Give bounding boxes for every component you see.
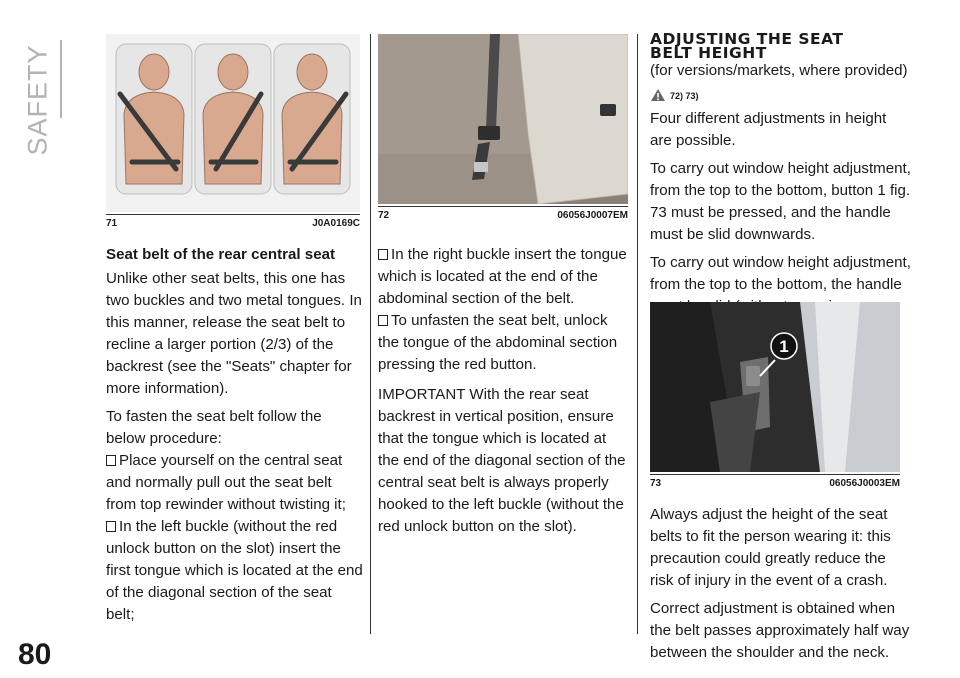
important-note: IMPORTANT With the rear seat backrest in vertical position, ensure that the tongue which is located at the end of the diagonal section of the central seat belt is always properly hooked to the left buckle (without the red unlock button on the slot). — [378, 386, 626, 535]
paragraph: Unlike other seat belts, this one has two buckles and two metal tongues. In this manner, release the seat belt to recline a larger portion (2/3) of the backrest (see the "Seats" chapter for more information). — [106, 270, 362, 397]
section-label-text: SAFETY — [22, 44, 53, 156]
column-3-text-bottom — [650, 504, 912, 670]
warning-reference — [650, 88, 699, 106]
seated-occupants-illustration — [106, 34, 360, 212]
figure-72-caption — [378, 206, 628, 224]
bullet-text: To unfasten the seat belt, unlock the tongue of the abdominal section pressing the red button. — [378, 312, 618, 373]
callout-number: 1 — [779, 337, 789, 356]
figure-72-image — [378, 34, 628, 204]
bullet-text: In the left buckle (without the red unlock button on the slot) insert the first tongue which is located at the end of the diagonal section of the seat belt; — [106, 518, 363, 623]
column-divider-1 — [370, 34, 371, 634]
column-divider-2 — [637, 34, 638, 634]
heading-line: ADJUSTING THE SEAT — [650, 30, 844, 48]
subheading-text: (for versions/markets, where provided) — [650, 62, 908, 79]
paragraph: To carry out window height adjustment, from the top to the bottom, button 1 fig. 73 must be pressed, and the handle must be slid downwards. — [650, 160, 911, 243]
column-1-text — [106, 244, 364, 626]
section-label — [8, 40, 68, 160]
belt-height-adjuster-photo — [650, 302, 900, 472]
bullet-square-icon — [106, 455, 116, 466]
figure-72 — [378, 34, 628, 229]
figure-code: 06056J0003EM — [829, 478, 900, 489]
section-label-rule — [60, 40, 62, 118]
seat-belt-buckle-photo — [378, 34, 628, 204]
figure-code: J0A0169C — [312, 218, 360, 229]
section-heading-adjust — [650, 32, 843, 60]
bullet-text: Place yourself on the central seat and normally pull out the seat belt from top rewinder without twisting it; — [106, 452, 346, 513]
figure-73-caption — [650, 474, 900, 492]
warning-refs: 72) 73) — [670, 91, 699, 101]
bullet-item — [106, 516, 364, 626]
figure-code: 06056J0007EM — [557, 210, 628, 221]
figure-71 — [106, 34, 360, 229]
paragraph: To fasten the seat belt follow the below procedure: — [106, 408, 322, 447]
figure-71-caption — [106, 214, 360, 232]
bullet-square-icon — [106, 521, 116, 532]
bullet-text: In the right buckle insert the tongue which is located at the end of the abdominal section of the belt. — [378, 246, 627, 307]
paragraph: Four different adjustments in height are possible. — [650, 110, 887, 149]
bullet-square-icon — [378, 249, 388, 260]
section-heading: Seat belt of the rear central seat — [106, 246, 336, 263]
column-2-text — [378, 244, 630, 544]
paragraph: Always adjust the height of the seat belts to fit the person wearing it: this precaution could greatly reduce the risk of injury in the event of a crash. — [650, 506, 891, 589]
paragraph: Correct adjustment is obtained when the belt passes approximately half way between the shoulder and the neck. — [650, 600, 910, 661]
figure-number: 73 — [650, 478, 662, 489]
subheading — [650, 60, 910, 82]
bullet-item — [106, 450, 364, 516]
warning-triangle-icon — [650, 88, 666, 102]
bullet-item — [378, 310, 630, 376]
figure-73 — [650, 302, 900, 492]
figure-71-image — [106, 34, 360, 212]
bullet-item — [378, 244, 630, 310]
figure-73-image — [650, 302, 900, 472]
page-number: 80 — [18, 638, 52, 671]
figure-number: 71 — [106, 218, 118, 229]
figure-number: 72 — [378, 210, 390, 221]
paragraph: To carry out window height adjustment, from the top to the bottom, the handle — [650, 254, 911, 293]
heading-line: BELT HEIGHT — [650, 44, 767, 62]
bullet-square-icon — [378, 315, 388, 326]
